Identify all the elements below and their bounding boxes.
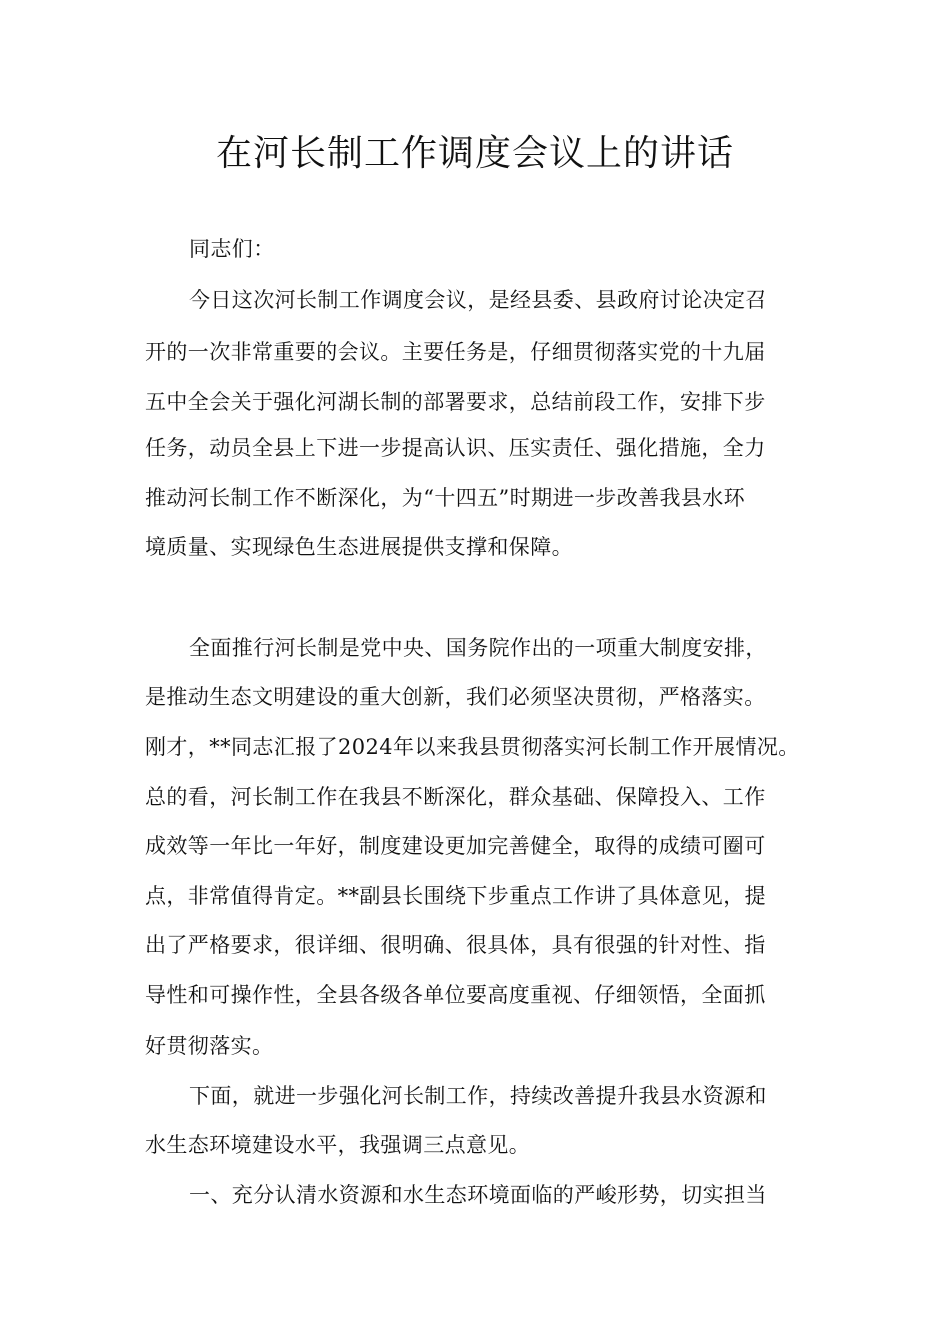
text-line: 导性和可操作性，全县各级各单位要高度重视、仔细领悟，全面抓: [145, 983, 766, 1007]
text-line: 点，非常值得肯定。**副县长围绕下步重点工作讲了具体意见，提: [145, 884, 766, 908]
text-line: 推动河长制工作不断深化，为“十四五”时期进一步改善我县水环: [145, 486, 746, 510]
text-line: 任务，动员全县上下进一步提高认识、压实责任、强化措施，全力: [145, 436, 766, 460]
text-line: 好贯彻落实。: [145, 1034, 274, 1058]
text-line: 成效等一年比一年好，制度建设更加完善健全，取得的成绩可圈可: [145, 834, 766, 858]
text-line: 今日这次河长制工作调度会议，是经县委、县政府讨论决定召: [189, 288, 767, 312]
text-line: 水生态环境建设水平，我强调三点意见。: [145, 1133, 531, 1157]
document-title: 在河长制工作调度会议上的讲话: [215, 133, 734, 174]
text-line: 刚才，**同志汇报了2024年以来我县贯彻落实河长制工作开展情况。: [145, 735, 800, 759]
section-heading: 一、充分认清水资源和水生态环境面临的严峻形势，切实担当: [189, 1183, 767, 1207]
text-line: 下面，就进一步强化河长制工作，持续改善提升我县水资源和: [189, 1084, 767, 1108]
text-line: 总的看，河长制工作在我县不断深化，群众基础、保障投入、工作: [145, 785, 766, 809]
text-line: 出了严格要求，很详细、很明确、很具体，具有很强的针对性、指: [145, 933, 766, 957]
text-line: 同志们：: [189, 237, 275, 261]
text-line: 全面推行河长制是党中央、国务院作出的一项重大制度安排，: [189, 636, 767, 660]
text-line: 境质量、实现绿色生态进展提供支撑和保障。: [145, 535, 573, 559]
text-line: 开的一次非常重要的会议。主要任务是，仔细贯彻落实党的十九届: [145, 340, 766, 364]
text-line: 五中全会关于强化河湖长制的部署要求，总结前段工作，安排下步: [145, 390, 766, 414]
text-line: 是推动生态文明建设的重大创新，我们必须坚决贯彻，严格落实。: [145, 685, 766, 709]
